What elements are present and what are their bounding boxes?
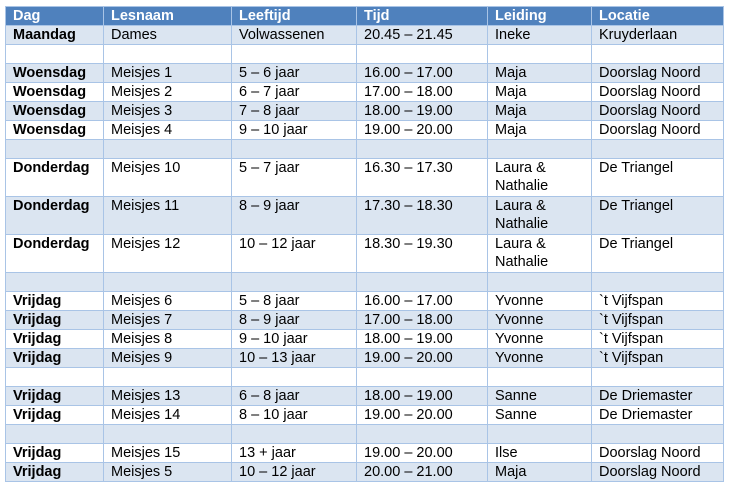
cell-leiding: Sanne	[488, 387, 592, 406]
cell-leiding: Laura & Nathalie	[488, 197, 592, 235]
cell-leiding: Maja	[488, 102, 592, 121]
spacer-cell	[357, 140, 488, 159]
spacer-cell	[104, 140, 232, 159]
cell-tijd: 18.00 – 19.00	[357, 387, 488, 406]
cell-leeftijd: 8 – 10 jaar	[232, 406, 357, 425]
table-row	[6, 102, 724, 121]
cell-locatie: `t Vijfspan	[592, 349, 724, 368]
cell-tijd: 19.00 – 20.00	[357, 121, 488, 140]
cell-leeftijd: 6 – 8 jaar	[232, 387, 357, 406]
cell-dag: Woensdag	[6, 121, 104, 140]
cell-dag: Vrijdag	[6, 349, 104, 368]
spacer-cell	[6, 368, 104, 387]
cell-tijd: 18.30 – 19.30	[357, 235, 488, 273]
table-row	[6, 311, 724, 330]
spacer-cell	[232, 368, 357, 387]
spacer-cell	[488, 140, 592, 159]
cell-leiding: Maja	[488, 121, 592, 140]
cell-lesnaam: Meisjes 13	[104, 387, 232, 406]
cell-tijd: 16.00 – 17.00	[357, 292, 488, 311]
spacer-cell	[488, 273, 592, 292]
spacer-cell	[104, 425, 232, 444]
cell-leiding: Maja	[488, 83, 592, 102]
cell-leeftijd: 5 – 7 jaar	[232, 159, 357, 197]
spacer-cell	[6, 140, 104, 159]
cell-leiding: Ilse	[488, 444, 592, 463]
header-dag: Dag	[6, 7, 104, 26]
spacer-cell	[357, 425, 488, 444]
cell-leeftijd: 5 – 6 jaar	[232, 64, 357, 83]
cell-leiding: Laura & Nathalie	[488, 235, 592, 273]
spacer-row	[6, 425, 724, 444]
header-row	[6, 7, 724, 26]
table-row	[6, 83, 724, 102]
table-row	[6, 349, 724, 368]
schedule-body	[6, 26, 724, 482]
cell-tijd: 18.00 – 19.00	[357, 102, 488, 121]
cell-lesnaam: Meisjes 10	[104, 159, 232, 197]
header-tijd: Tijd	[357, 7, 488, 26]
cell-dag: Vrijdag	[6, 311, 104, 330]
cell-leiding: Sanne	[488, 406, 592, 425]
cell-lesnaam: Meisjes 12	[104, 235, 232, 273]
cell-lesnaam: Meisjes 14	[104, 406, 232, 425]
cell-tijd: 16.00 – 17.00	[357, 64, 488, 83]
cell-lesnaam: Meisjes 6	[104, 292, 232, 311]
cell-leeftijd: 9 – 10 jaar	[232, 121, 357, 140]
header-lesnaam: Lesnaam	[104, 7, 232, 26]
spacer-cell	[488, 368, 592, 387]
spacer-cell	[6, 425, 104, 444]
spacer-cell	[357, 368, 488, 387]
cell-leeftijd: Volwassenen	[232, 26, 357, 45]
cell-lesnaam: Meisjes 1	[104, 64, 232, 83]
spacer-cell	[232, 45, 357, 64]
cell-locatie: `t Vijfspan	[592, 330, 724, 349]
cell-dag: Vrijdag	[6, 330, 104, 349]
spacer-cell	[6, 273, 104, 292]
cell-leiding: Yvonne	[488, 292, 592, 311]
cell-tijd: 20.45 – 21.45	[357, 26, 488, 45]
cell-lesnaam: Meisjes 2	[104, 83, 232, 102]
cell-locatie: De Driemaster	[592, 387, 724, 406]
cell-tijd: 19.00 – 20.00	[357, 406, 488, 425]
cell-lesnaam: Meisjes 4	[104, 121, 232, 140]
spacer-cell	[6, 45, 104, 64]
schedule-container	[5, 6, 724, 482]
cell-tijd: 19.00 – 20.00	[357, 444, 488, 463]
header-locatie: Locatie	[592, 7, 724, 26]
cell-locatie: Doorslag Noord	[592, 102, 724, 121]
cell-tijd: 20.00 – 21.00	[357, 463, 488, 482]
table-row	[6, 292, 724, 311]
table-row	[6, 330, 724, 349]
cell-locatie: Kruyderlaan	[592, 26, 724, 45]
spacer-cell	[232, 425, 357, 444]
spacer-cell	[357, 273, 488, 292]
table-row	[6, 406, 724, 425]
cell-locatie: `t Vijfspan	[592, 311, 724, 330]
cell-leeftijd: 5 – 8 jaar	[232, 292, 357, 311]
cell-locatie: De Driemaster	[592, 406, 724, 425]
cell-dag: Vrijdag	[6, 292, 104, 311]
cell-locatie: `t Vijfspan	[592, 292, 724, 311]
cell-lesnaam: Meisjes 5	[104, 463, 232, 482]
spacer-cell	[104, 45, 232, 64]
cell-locatie: De Triangel	[592, 235, 724, 273]
spacer-cell	[592, 368, 724, 387]
cell-locatie: Doorslag Noord	[592, 463, 724, 482]
cell-leeftijd: 8 – 9 jaar	[232, 311, 357, 330]
cell-dag: Maandag	[6, 26, 104, 45]
table-row	[6, 444, 724, 463]
cell-tijd: 19.00 – 20.00	[357, 349, 488, 368]
cell-lesnaam: Dames	[104, 26, 232, 45]
header-leeftijd: Leeftijd	[232, 7, 357, 26]
spacer-cell	[104, 368, 232, 387]
spacer-cell	[357, 45, 488, 64]
cell-locatie: Doorslag Noord	[592, 83, 724, 102]
spacer-cell	[592, 140, 724, 159]
spacer-cell	[232, 140, 357, 159]
table-row	[6, 463, 724, 482]
spacer-row	[6, 368, 724, 387]
cell-leeftijd: 10 – 12 jaar	[232, 235, 357, 273]
cell-leiding: Yvonne	[488, 311, 592, 330]
table-row	[6, 121, 724, 140]
table-row	[6, 159, 724, 197]
cell-leeftijd: 8 – 9 jaar	[232, 197, 357, 235]
cell-leeftijd: 10 – 12 jaar	[232, 463, 357, 482]
cell-leiding: Yvonne	[488, 330, 592, 349]
spacer-cell	[488, 425, 592, 444]
cell-dag: Donderdag	[6, 197, 104, 235]
table-row	[6, 197, 724, 235]
cell-tijd: 17.30 – 18.30	[357, 197, 488, 235]
spacer-row	[6, 273, 724, 292]
header-leiding: Leiding	[488, 7, 592, 26]
cell-locatie: De Triangel	[592, 197, 724, 235]
table-row	[6, 387, 724, 406]
cell-tijd: 17.00 – 18.00	[357, 83, 488, 102]
cell-locatie: Doorslag Noord	[592, 444, 724, 463]
spacer-row	[6, 45, 724, 64]
cell-leeftijd: 6 – 7 jaar	[232, 83, 357, 102]
cell-dag: Donderdag	[6, 235, 104, 273]
cell-lesnaam: Meisjes 15	[104, 444, 232, 463]
cell-leeftijd: 7 – 8 jaar	[232, 102, 357, 121]
spacer-row	[6, 140, 724, 159]
cell-dag: Vrijdag	[6, 463, 104, 482]
cell-leiding: Yvonne	[488, 349, 592, 368]
cell-dag: Vrijdag	[6, 387, 104, 406]
spacer-cell	[592, 45, 724, 64]
cell-tijd: 16.30 – 17.30	[357, 159, 488, 197]
cell-dag: Vrijdag	[6, 406, 104, 425]
cell-locatie: Doorslag Noord	[592, 64, 724, 83]
cell-leiding: Maja	[488, 64, 592, 83]
table-row	[6, 235, 724, 273]
table-row	[6, 64, 724, 83]
cell-lesnaam: Meisjes 11	[104, 197, 232, 235]
spacer-cell	[232, 273, 357, 292]
cell-dag: Woensdag	[6, 64, 104, 83]
cell-leiding: Laura & Nathalie	[488, 159, 592, 197]
spacer-cell	[592, 273, 724, 292]
cell-leiding: Ineke	[488, 26, 592, 45]
cell-dag: Woensdag	[6, 102, 104, 121]
spacer-cell	[592, 425, 724, 444]
cell-dag: Donderdag	[6, 159, 104, 197]
cell-lesnaam: Meisjes 8	[104, 330, 232, 349]
cell-lesnaam: Meisjes 7	[104, 311, 232, 330]
cell-leeftijd: 9 – 10 jaar	[232, 330, 357, 349]
cell-dag: Woensdag	[6, 83, 104, 102]
cell-locatie: De Triangel	[592, 159, 724, 197]
cell-tijd: 18.00 – 19.00	[357, 330, 488, 349]
schedule-table	[5, 6, 724, 482]
cell-locatie: Doorslag Noord	[592, 121, 724, 140]
spacer-cell	[104, 273, 232, 292]
cell-leeftijd: 13 + jaar	[232, 444, 357, 463]
cell-leeftijd: 10 – 13 jaar	[232, 349, 357, 368]
cell-lesnaam: Meisjes 3	[104, 102, 232, 121]
spacer-cell	[488, 45, 592, 64]
cell-leiding: Maja	[488, 463, 592, 482]
cell-dag: Vrijdag	[6, 444, 104, 463]
cell-lesnaam: Meisjes 9	[104, 349, 232, 368]
cell-tijd: 17.00 – 18.00	[357, 311, 488, 330]
table-row	[6, 26, 724, 45]
